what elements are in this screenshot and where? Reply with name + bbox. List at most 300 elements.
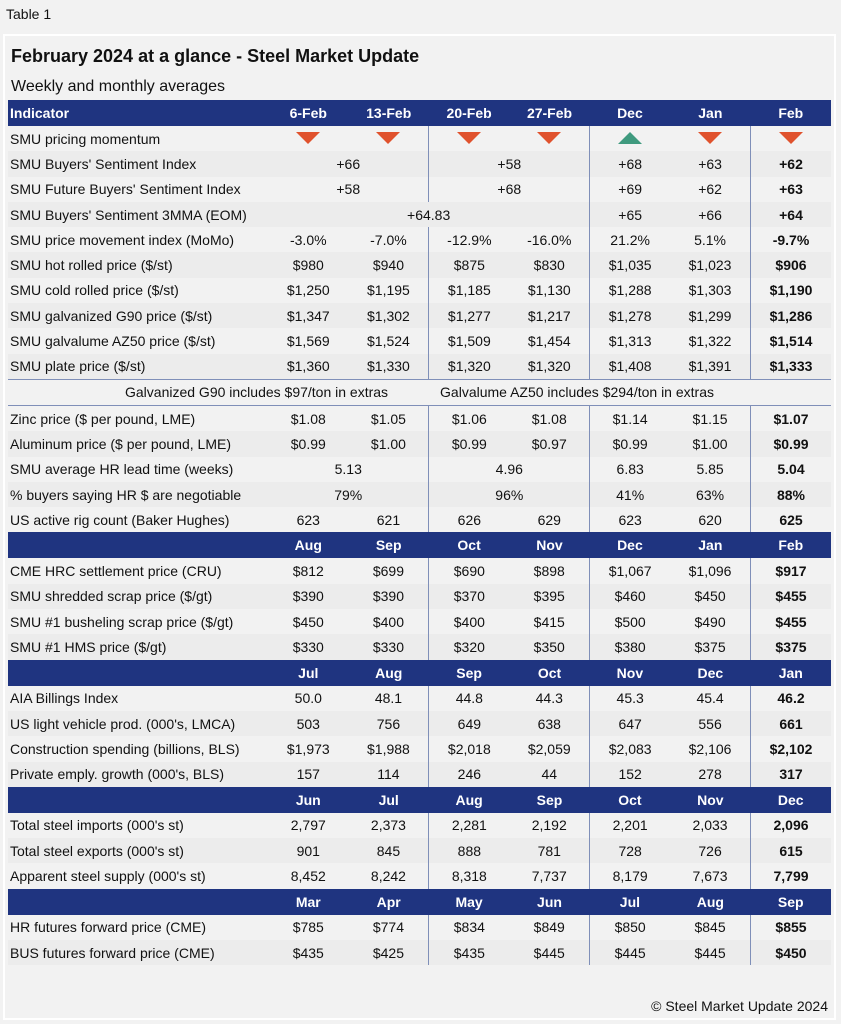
row-label: SMU shredded scrap price ($/gt) bbox=[8, 584, 268, 609]
value-cell: 901 bbox=[268, 838, 348, 863]
value-cell: $1,190 bbox=[751, 278, 831, 303]
value-cell: 2,373 bbox=[370, 817, 406, 834]
header-blank bbox=[8, 660, 268, 686]
value-cell: $450 bbox=[670, 584, 750, 609]
value-cell: $1,313 bbox=[590, 328, 670, 353]
value-cell: +65 bbox=[590, 202, 670, 227]
momentum-cell bbox=[268, 126, 348, 151]
value-cell: +64 bbox=[751, 202, 831, 227]
row-label: Apparent steel supply (000's st) bbox=[10, 868, 206, 885]
data-row bbox=[8, 915, 831, 940]
value-cell: 620 bbox=[698, 511, 722, 528]
header-blank bbox=[8, 532, 268, 558]
value-cell: $785 bbox=[292, 919, 324, 936]
value-cell: $1.15 bbox=[692, 410, 728, 427]
row-label: % buyers saying HR $ are negotiable bbox=[8, 482, 268, 507]
value-cell: $1,330 bbox=[348, 354, 428, 380]
value-cell: $1,023 bbox=[670, 252, 750, 277]
value-cell: $400 bbox=[429, 609, 509, 634]
row-label: AIA Billings Index bbox=[10, 690, 119, 707]
column-header: Apr bbox=[348, 889, 428, 915]
value-cell: $1,278 bbox=[590, 303, 670, 328]
column-header: Dec bbox=[751, 787, 831, 813]
row-label: SMU galvalume AZ50 price ($/st) bbox=[10, 333, 216, 350]
down-arrow-icon bbox=[376, 132, 400, 144]
value-cell: $2,018 bbox=[429, 736, 509, 761]
value-cell: 2,201 bbox=[590, 813, 670, 838]
data-row bbox=[8, 278, 831, 303]
value-cell: $330 bbox=[268, 634, 348, 659]
value-cell: $1,096 bbox=[688, 563, 732, 580]
column-header: Dec bbox=[670, 660, 750, 686]
value-cell: $0.99 bbox=[268, 431, 348, 456]
value-cell: 5.85 bbox=[696, 461, 724, 478]
value-cell: 661 bbox=[751, 711, 831, 736]
summary-panel bbox=[3, 34, 836, 1020]
momentum-cell bbox=[348, 126, 428, 151]
value-cell: 21.2% bbox=[590, 227, 670, 252]
column-header: 20-Feb bbox=[429, 100, 509, 126]
value-cell: $445 bbox=[590, 940, 670, 965]
bsi-row bbox=[8, 151, 831, 176]
column-header: Sep bbox=[429, 660, 509, 686]
value-cell: +62 bbox=[751, 151, 831, 176]
value-cell: $1,360 bbox=[268, 354, 348, 380]
column-header: Oct bbox=[429, 532, 509, 558]
value-cell: 623 bbox=[590, 507, 670, 532]
value-cell: 96% bbox=[429, 482, 590, 507]
value-cell: $1.08 bbox=[531, 410, 567, 427]
value-cell: $940 bbox=[348, 252, 428, 277]
momentum-row bbox=[8, 126, 831, 151]
value-cell: 621 bbox=[376, 511, 401, 528]
value-cell: $1.07 bbox=[751, 406, 831, 431]
data-row bbox=[8, 584, 831, 609]
value-cell: $1,347 bbox=[268, 303, 348, 328]
column-header: Oct bbox=[590, 787, 670, 813]
value-cell: 781 bbox=[509, 838, 589, 863]
value-cell: 8,242 bbox=[370, 868, 406, 885]
value-cell: 44 bbox=[509, 762, 589, 787]
value-cell: 278 bbox=[670, 762, 750, 787]
value-cell: 48.1 bbox=[374, 690, 403, 707]
row-label: SMU cold rolled price ($/st) bbox=[10, 282, 179, 299]
section-header-row bbox=[8, 889, 831, 915]
value-cell: 649 bbox=[429, 711, 509, 736]
value-cell: 114 bbox=[348, 762, 428, 787]
momentum-cell bbox=[590, 126, 670, 151]
data-row bbox=[8, 736, 831, 761]
value-cell: $320 bbox=[429, 634, 509, 659]
column-header: Oct bbox=[509, 660, 589, 686]
value-cell: $1,454 bbox=[527, 333, 571, 350]
value-cell: $1,408 bbox=[590, 354, 670, 380]
column-header: Aug bbox=[348, 660, 428, 686]
value-cell: 88% bbox=[751, 482, 831, 507]
data-row bbox=[8, 406, 831, 431]
value-cell: 79% bbox=[268, 482, 429, 507]
value-cell: $690 bbox=[429, 558, 509, 583]
value-cell: 246 bbox=[429, 762, 509, 787]
column-header: Dec bbox=[590, 100, 670, 126]
value-cell: $1,277 bbox=[429, 303, 509, 328]
value-cell: +58 bbox=[429, 151, 590, 176]
column-header: Sep bbox=[509, 787, 589, 813]
steel-market-table bbox=[8, 100, 831, 965]
value-cell: +64.83 bbox=[268, 202, 590, 227]
value-cell: $1.00 bbox=[348, 431, 428, 456]
value-cell: $1,303 bbox=[688, 282, 732, 299]
down-arrow-icon bbox=[296, 132, 320, 144]
value-cell: $1,217 bbox=[509, 303, 589, 328]
value-cell: 8,318 bbox=[429, 863, 509, 888]
section-header-row bbox=[8, 532, 831, 558]
value-cell: $395 bbox=[509, 584, 589, 609]
value-cell: $1,299 bbox=[670, 303, 750, 328]
value-cell: 4.96 bbox=[429, 457, 590, 482]
data-row bbox=[8, 507, 831, 532]
value-cell: -3.0% bbox=[289, 231, 327, 248]
value-cell: $370 bbox=[429, 584, 509, 609]
value-cell: $1,067 bbox=[590, 558, 670, 583]
value-cell: $1,322 bbox=[688, 333, 732, 350]
value-cell: $1,185 bbox=[429, 278, 509, 303]
mma-row bbox=[8, 202, 831, 227]
value-cell: $460 bbox=[590, 584, 670, 609]
value-cell: $1,391 bbox=[670, 354, 750, 380]
value-cell: $1,288 bbox=[590, 278, 670, 303]
value-cell: 6.83 bbox=[590, 457, 670, 482]
value-cell: +68 bbox=[429, 177, 590, 202]
value-cell: $1,286 bbox=[751, 303, 831, 328]
row-label: HR futures forward price (CME) bbox=[10, 919, 207, 936]
column-header: Aug bbox=[429, 787, 509, 813]
header-blank bbox=[8, 787, 268, 813]
value-cell: $1,569 bbox=[286, 333, 330, 350]
value-cell: $415 bbox=[533, 613, 565, 630]
value-cell: 629 bbox=[537, 511, 561, 528]
value-cell: $1,509 bbox=[429, 328, 509, 353]
value-cell: 8,179 bbox=[590, 863, 670, 888]
row-label: SMU #1 HMS price ($/gt) bbox=[8, 634, 268, 659]
value-cell: 625 bbox=[751, 507, 831, 532]
column-header: Jun bbox=[268, 787, 348, 813]
row-label: Aluminum price ($ per pound, LME) bbox=[8, 431, 268, 456]
down-arrow-icon bbox=[779, 132, 803, 144]
value-cell: $380 bbox=[590, 634, 670, 659]
value-cell: 50.0 bbox=[294, 690, 322, 707]
value-cell: 626 bbox=[429, 507, 509, 532]
column-header: Aug bbox=[268, 532, 348, 558]
column-header: Jan bbox=[670, 100, 750, 126]
value-cell: $445 bbox=[509, 940, 589, 965]
momentum-cell bbox=[670, 126, 750, 151]
value-cell: 8,452 bbox=[290, 868, 326, 885]
value-cell: $1,988 bbox=[367, 740, 410, 757]
column-header: Sep bbox=[348, 532, 428, 558]
value-cell: $375 bbox=[670, 634, 750, 659]
negotiable-row bbox=[8, 482, 831, 507]
value-cell: $1.06 bbox=[429, 406, 509, 431]
row-label: SMU Buyers' Sentiment Index bbox=[8, 151, 268, 176]
value-cell: $849 bbox=[533, 919, 565, 936]
note-galvanized: Galvanized G90 includes $97/ton in extras bbox=[125, 384, 389, 401]
value-cell: 7,737 bbox=[531, 868, 567, 885]
value-cell: 5.13 bbox=[334, 461, 362, 478]
value-cell: $1,130 bbox=[527, 282, 571, 299]
data-row bbox=[8, 762, 831, 787]
column-header: Nov bbox=[670, 787, 750, 813]
header-indicator: Indicator bbox=[8, 100, 268, 126]
section-header-row bbox=[8, 660, 831, 686]
column-header: Jul bbox=[268, 660, 348, 686]
data-row bbox=[8, 328, 831, 353]
row-label: SMU galvanized G90 price ($/st) bbox=[8, 303, 268, 328]
value-cell: +58 bbox=[336, 181, 361, 198]
value-cell: $834 bbox=[429, 915, 509, 940]
data-row bbox=[8, 634, 831, 659]
row-label: Private emply. growth (000's, BLS) bbox=[8, 762, 268, 787]
data-row bbox=[8, 940, 831, 965]
value-cell: $455 bbox=[751, 609, 831, 634]
value-cell: $917 bbox=[751, 558, 831, 583]
value-cell: +63 bbox=[670, 151, 750, 176]
lead-time-row bbox=[8, 457, 831, 482]
value-cell: +66 bbox=[268, 151, 429, 176]
value-cell: 728 bbox=[590, 838, 670, 863]
value-cell: 647 bbox=[590, 711, 670, 736]
value-cell: $699 bbox=[372, 563, 405, 580]
momentum-cell bbox=[751, 126, 831, 151]
value-cell: 2,192 bbox=[531, 817, 567, 834]
value-cell: $1,320 bbox=[509, 354, 589, 380]
column-header: Nov bbox=[590, 660, 670, 686]
value-cell: $845 bbox=[694, 919, 726, 936]
column-header: Mar bbox=[268, 889, 348, 915]
value-cell: -12.9% bbox=[429, 227, 509, 252]
value-cell: 615 bbox=[751, 838, 831, 863]
value-cell: 317 bbox=[751, 762, 831, 787]
column-header: Aug bbox=[670, 889, 750, 915]
row-label: Total steel exports (000's st) bbox=[8, 838, 268, 863]
value-cell: 2,033 bbox=[692, 817, 728, 834]
value-cell: $1.14 bbox=[590, 406, 670, 431]
column-header: Jul bbox=[590, 889, 670, 915]
value-cell: 845 bbox=[348, 838, 428, 863]
value-cell: $330 bbox=[348, 634, 428, 659]
value-cell: $455 bbox=[751, 584, 831, 609]
section-header-row bbox=[8, 787, 831, 813]
extras-note-row bbox=[8, 380, 831, 406]
value-cell: 63% bbox=[670, 482, 750, 507]
value-cell: $425 bbox=[348, 940, 428, 965]
value-cell: 503 bbox=[268, 711, 348, 736]
data-row bbox=[8, 711, 831, 736]
value-cell: $980 bbox=[268, 252, 348, 277]
value-cell: $1,514 bbox=[751, 328, 831, 353]
value-cell: 5.04 bbox=[751, 457, 831, 482]
row-label: SMU price movement index (MoMo) bbox=[10, 231, 235, 248]
momentum-cell bbox=[509, 126, 589, 151]
value-cell: $906 bbox=[751, 252, 831, 277]
value-cell: $1,973 bbox=[286, 740, 330, 757]
value-cell: $850 bbox=[590, 915, 670, 940]
column-header: Feb bbox=[751, 532, 831, 558]
value-cell: $350 bbox=[509, 634, 589, 659]
data-row bbox=[8, 558, 831, 583]
value-cell: $1,524 bbox=[367, 333, 410, 350]
data-row bbox=[8, 686, 831, 711]
value-cell: 157 bbox=[268, 762, 348, 787]
value-cell: +62 bbox=[698, 181, 722, 198]
value-cell: 623 bbox=[296, 511, 320, 528]
data-row bbox=[8, 252, 831, 277]
value-cell: $450 bbox=[292, 613, 324, 630]
down-arrow-icon bbox=[698, 132, 722, 144]
value-cell: 45.4 bbox=[696, 690, 724, 707]
value-cell: $435 bbox=[268, 940, 348, 965]
row-label: SMU pricing momentum bbox=[10, 130, 161, 147]
column-header: Nov bbox=[509, 532, 589, 558]
value-cell: 7,673 bbox=[692, 868, 728, 885]
value-cell: 888 bbox=[429, 838, 509, 863]
value-cell: $830 bbox=[509, 252, 589, 277]
value-cell: -9.7% bbox=[751, 227, 831, 252]
data-row bbox=[8, 431, 831, 456]
value-cell: 2,281 bbox=[429, 813, 509, 838]
value-cell: 7,799 bbox=[751, 863, 831, 888]
value-cell: $435 bbox=[429, 940, 509, 965]
column-header: 6-Feb bbox=[268, 100, 348, 126]
value-cell: $0.99 bbox=[751, 431, 831, 456]
value-cell: 638 bbox=[509, 711, 589, 736]
data-row bbox=[8, 863, 831, 888]
row-label: SMU #1 busheling scrap price ($/gt) bbox=[10, 613, 234, 630]
value-cell: -7.0% bbox=[370, 231, 407, 248]
value-cell: $1,195 bbox=[367, 282, 410, 299]
value-cell: 44.8 bbox=[429, 686, 509, 711]
column-header: Jan bbox=[751, 660, 831, 686]
row-label: CME HRC settlement price (CRU) bbox=[10, 563, 222, 580]
data-row bbox=[8, 609, 831, 634]
column-header: Jul bbox=[348, 787, 428, 813]
value-cell: +66 bbox=[670, 202, 750, 227]
row-label: SMU Future Buyers' Sentiment Index bbox=[10, 181, 241, 198]
data-row bbox=[8, 303, 831, 328]
table-caption: Table 1 bbox=[6, 6, 52, 22]
row-label: US light vehicle prod. (000's, LMCA) bbox=[8, 711, 268, 736]
row-label: Construction spending (billions, BLS) bbox=[10, 740, 240, 757]
value-cell: $774 bbox=[372, 919, 405, 936]
value-cell: $400 bbox=[372, 613, 405, 630]
momentum-cell bbox=[429, 126, 509, 151]
value-cell: $812 bbox=[292, 563, 324, 580]
data-row bbox=[8, 838, 831, 863]
value-cell: $490 bbox=[694, 613, 726, 630]
value-cell: $0.99 bbox=[429, 431, 509, 456]
row-label: Zinc price ($ per pound, LME) bbox=[10, 410, 196, 427]
column-header: 13-Feb bbox=[348, 100, 428, 126]
value-cell: $1.08 bbox=[290, 410, 326, 427]
value-cell: $855 bbox=[751, 915, 831, 940]
value-cell: $898 bbox=[533, 563, 565, 580]
value-cell: $1.05 bbox=[370, 410, 406, 427]
value-cell: $1,250 bbox=[286, 282, 330, 299]
value-cell: 152 bbox=[590, 762, 670, 787]
note-galvalume: Galvalume AZ50 includes $294/ton in extras bbox=[440, 384, 714, 401]
value-cell: 726 bbox=[670, 838, 750, 863]
value-cell: $2,106 bbox=[688, 740, 732, 757]
data-row bbox=[8, 227, 831, 252]
value-cell: $445 bbox=[670, 940, 750, 965]
extras-note bbox=[8, 380, 831, 406]
value-cell: $0.97 bbox=[509, 431, 589, 456]
up-arrow-icon bbox=[618, 132, 642, 144]
future-bsi-row bbox=[8, 177, 831, 202]
section-header-row bbox=[8, 100, 831, 126]
column-header: Sep bbox=[751, 889, 831, 915]
value-cell: $1,035 bbox=[590, 252, 670, 277]
value-cell: -16.0% bbox=[527, 231, 572, 248]
value-cell: $500 bbox=[590, 609, 670, 634]
value-cell: $875 bbox=[429, 252, 509, 277]
row-label: US active rig count (Baker Hughes) bbox=[10, 511, 230, 528]
value-cell: $1.00 bbox=[670, 431, 750, 456]
value-cell: $1,302 bbox=[348, 303, 428, 328]
row-label: SMU hot rolled price ($/st) bbox=[8, 252, 268, 277]
value-cell: +63 bbox=[751, 177, 831, 202]
column-header: Jun bbox=[509, 889, 589, 915]
row-label: SMU average HR lead time (weeks) bbox=[10, 461, 234, 478]
down-arrow-icon bbox=[537, 132, 561, 144]
value-cell: 41% bbox=[590, 482, 670, 507]
column-header: 27-Feb bbox=[509, 100, 589, 126]
value-cell: $390 bbox=[348, 584, 428, 609]
value-cell: 46.2 bbox=[751, 686, 831, 711]
value-cell: $0.99 bbox=[590, 431, 670, 456]
value-cell: 2,096 bbox=[751, 813, 831, 838]
value-cell: 45.3 bbox=[590, 686, 670, 711]
value-cell: $375 bbox=[751, 634, 831, 659]
column-header: May bbox=[429, 889, 509, 915]
row-label: SMU plate price ($/st) bbox=[8, 354, 268, 380]
value-cell: 44.3 bbox=[535, 690, 563, 707]
row-label: Total steel imports (000's st) bbox=[10, 817, 184, 834]
data-row bbox=[8, 354, 831, 380]
page-title: February 2024 at a glance - Steel Market Update bbox=[11, 46, 420, 66]
header-blank bbox=[8, 889, 268, 915]
column-header: Feb bbox=[751, 100, 831, 126]
row-label: SMU Buyers' Sentiment 3MMA (EOM) bbox=[8, 202, 268, 227]
value-cell: 756 bbox=[348, 711, 428, 736]
value-cell: $2,102 bbox=[751, 736, 831, 761]
value-cell: +68 bbox=[590, 151, 670, 176]
column-header: Dec bbox=[590, 532, 670, 558]
value-cell: +69 bbox=[590, 177, 670, 202]
value-cell: 2,797 bbox=[290, 817, 326, 834]
value-cell: $1,333 bbox=[751, 354, 831, 380]
row-label: BUS futures forward price (CME) bbox=[8, 940, 268, 965]
down-arrow-icon bbox=[457, 132, 481, 144]
value-cell: $2,083 bbox=[590, 736, 670, 761]
value-cell: 556 bbox=[670, 711, 750, 736]
value-cell: $390 bbox=[268, 584, 348, 609]
data-row bbox=[8, 813, 831, 838]
value-cell: $450 bbox=[751, 940, 831, 965]
value-cell: 5.1% bbox=[694, 231, 727, 248]
copyright-footer: © Steel Market Update 2024 bbox=[651, 998, 828, 1014]
value-cell: $1,320 bbox=[429, 354, 509, 380]
